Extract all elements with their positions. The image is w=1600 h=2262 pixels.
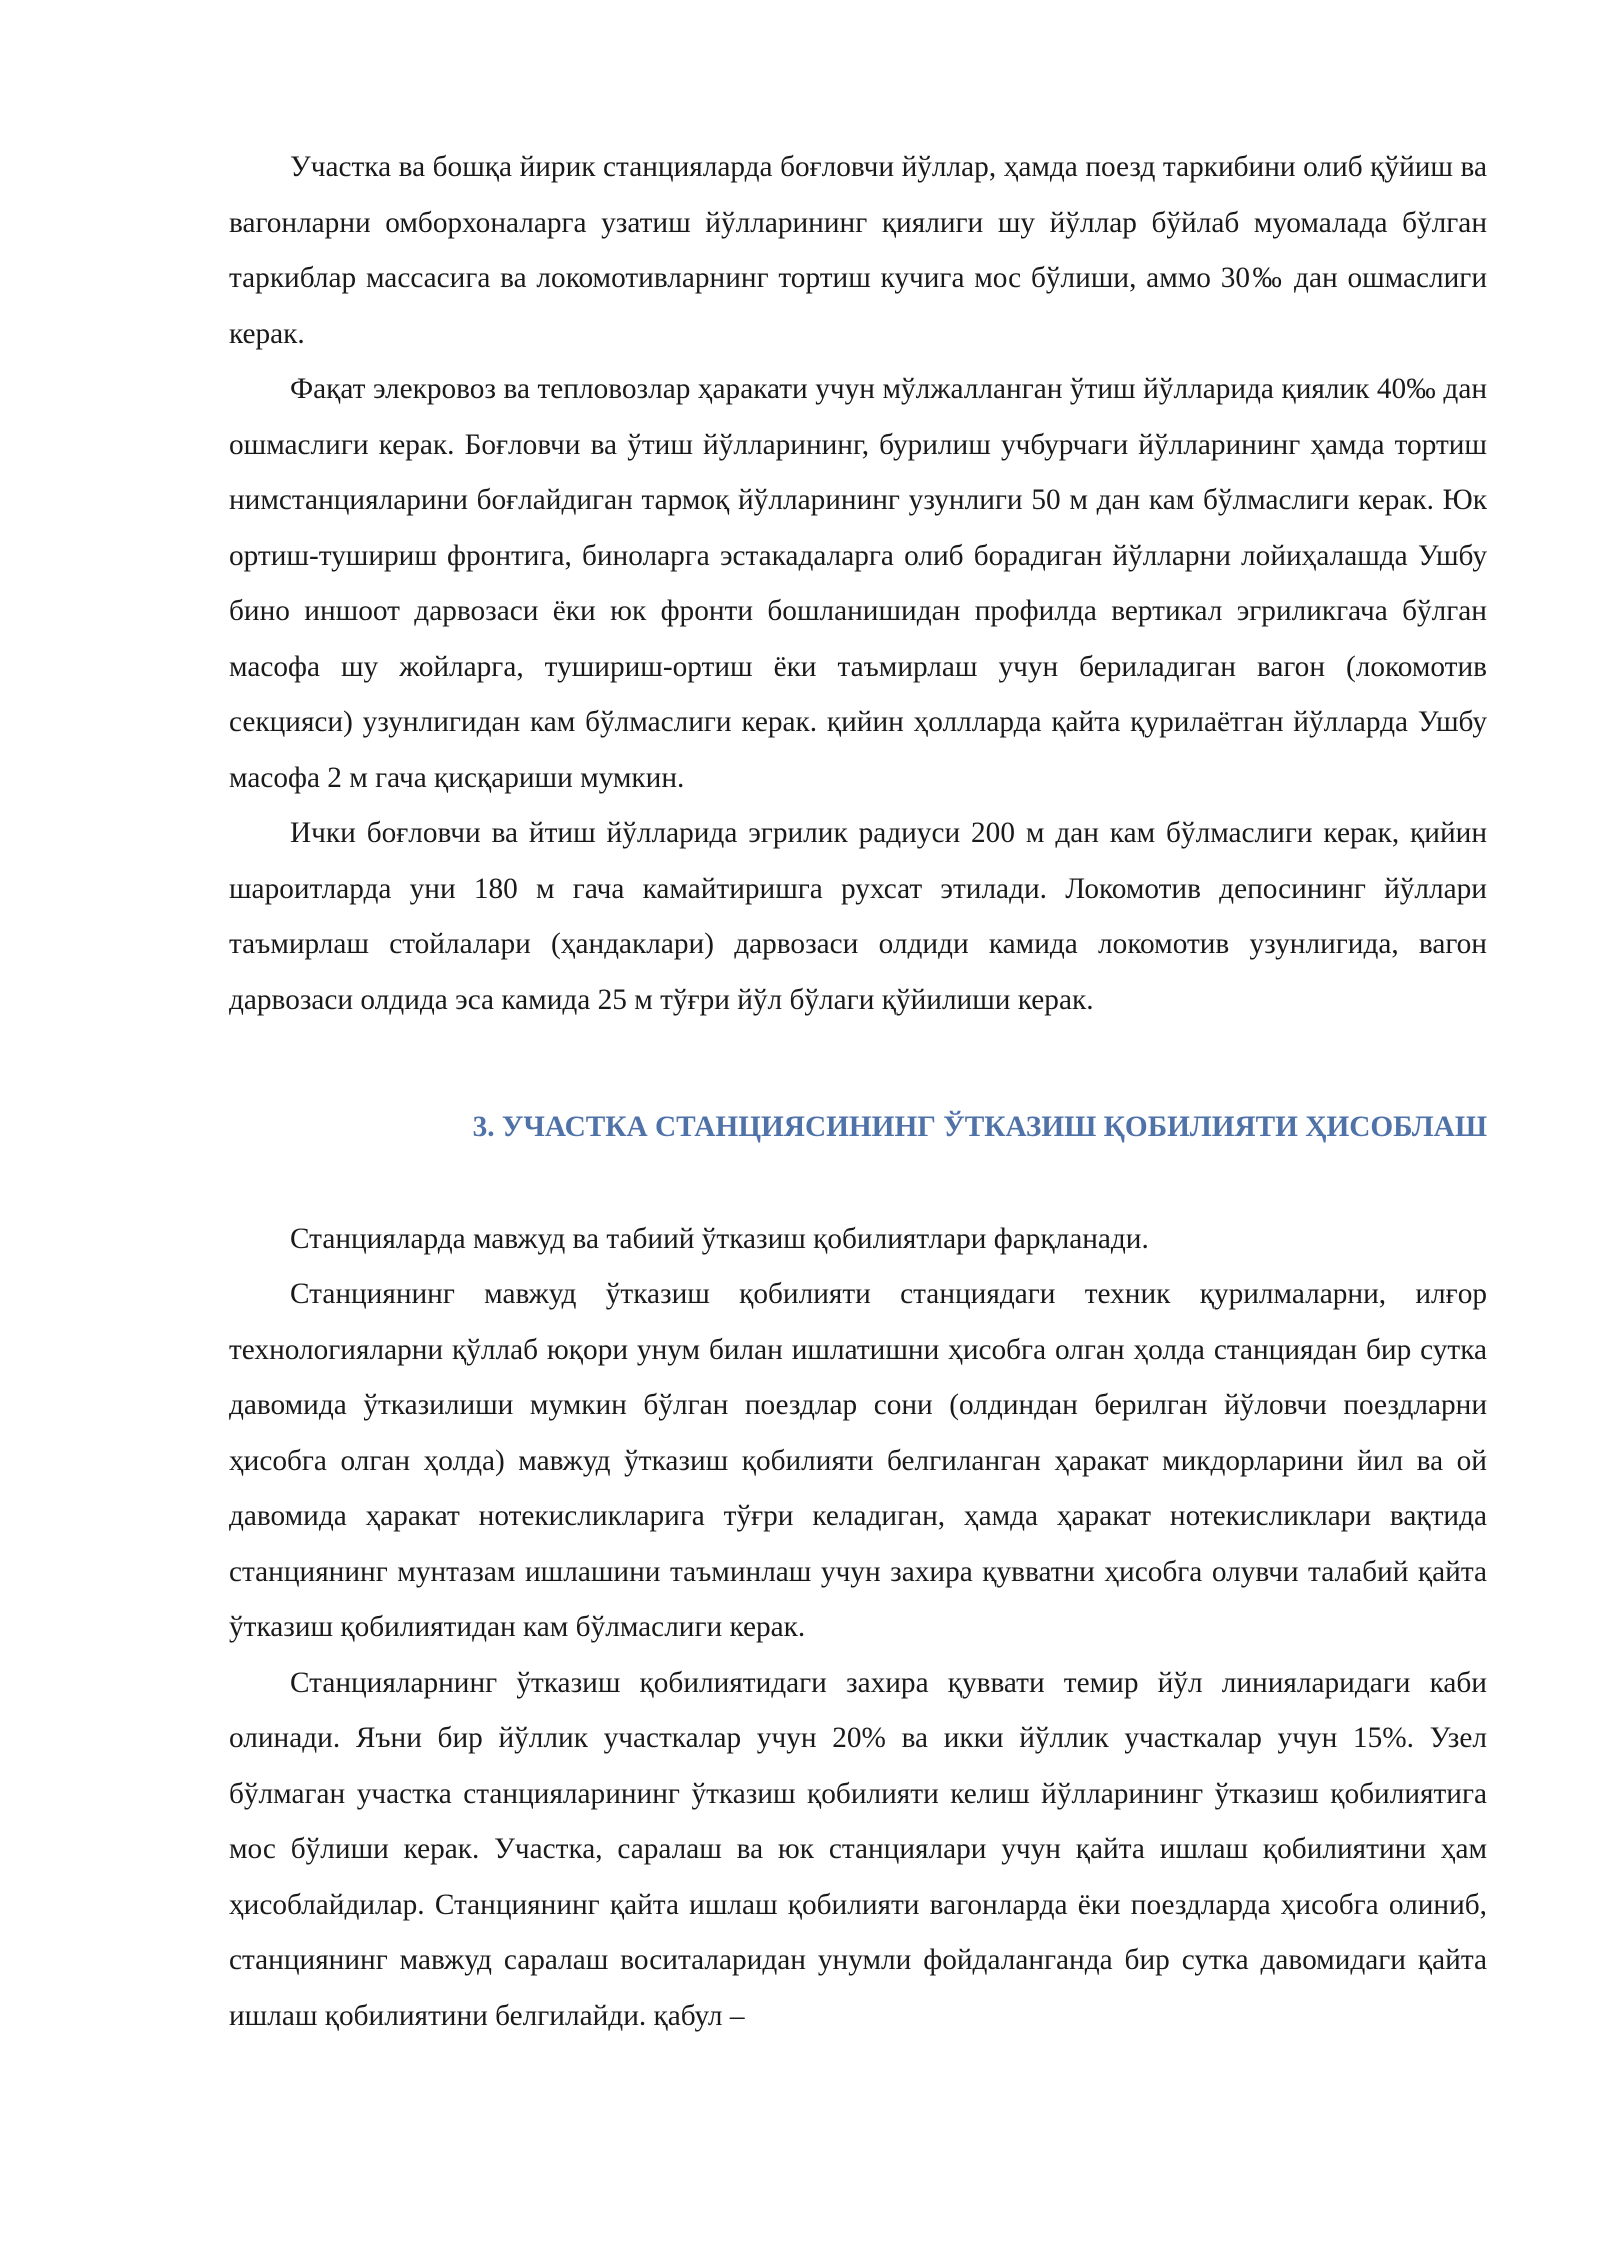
paragraph-transition-tracks: Фақат элекровоз ва тепловозлар ҳаракати учун мўлжалланган ўтиш йўлларида қиялик 40‰ дан ошмаслиги керак. Боғловчи ва ўтиш йўлларининг, бурилиш учбурчаги йўлларининг ҳамда тортиш нимстанцияларини боғлайдиган тармоқ йўлларининг узунлиги 50 м дан кам бўлмаслиги керак. Юк ортиш-тушириш фронтига, биноларга эстакадаларга олиб борадиган йўлларни лойиҳалашда Ушбу бино иншоот дарвозаси ёки юк фронти бошланишидан профилда вертикал эгриликгача бўлган масофа шу жойларга, тушириш-ортиш ёки таъмирлаш учун бериладиган вагон (локомотив секцияси) узунлигидан кам бўлмаслиги керак. қийин ҳоллларда қайта қурилаётган йўлларда Ушбу масофа 2 м гача қисқариши мумкин. — [229, 373, 1487, 794]
paragraph-reserve-capacity: Станцияларнинг ўтказиш қобилиятидаги захира қуввати темир йўл линияларидаги каби олинади. Яъни бир йўллик участкалар учун 20% ва икки йўллик участкалар учун 15%. Узел бўлмаган участка станцияларининг ўтказиш қобилияти келиш йўлларининг ўтказиш қобилиятига мос бўлиши керак. Участка, саралаш ва юк станциялари учун қайта ишлаш қобилиятини ҳам ҳисоблайдилар. Станциянинг қайта ишлаш қобилияти вагонларда ёки поездларда ҳисобга олиниб, станциянинг мавжуд саралаш воситаларидан унумли фойдаланганда бир сутка давомидаги қайта ишлаш қобилиятини белгилайди. қабул – — [229, 1666, 1487, 2032]
document-page — [229, 140, 1487, 2044]
section-heading: 3. УЧАСТКА СТАНЦИЯСИНИНГ ЎТКАЗИШ ҚОБИЛИЯТИ ҲИСОБЛАШ — [472, 1111, 1487, 1143]
paragraph-curve-radius: Ички боғловчи ва йтиш йўлларида эгрилик радиуси 200 м дан кам бўлмаслиги керак, қийин шароитларда уни 180 м гача камайтиришга рухсат этилади. Локомотив депосининг йўллари таъмирлаш стойлалари (ҳандаклари) дарвозаси олдиди камида локомотив узунлигида, вагон дарвозаси олдида эса камида 25 м тўғри йўл бўлаги қўйилиши керак. — [229, 817, 1487, 1016]
paragraph-existing-capacity: Станциянинг мавжуд ўтказиш қобилияти станциядаги техник қурилмаларни, илғор технологияларни қўллаб юқори унум билан ишлатишни ҳисобга олган ҳолда станциядан бир сутка давомида ўтказилиши мумкин бўлган поездлар сони (олдиндан берилган йўловчи поездларни ҳисобга олган ҳолда) мавжуд ўтказиш қобилияти белгиланган ҳаракат микдорларини йил ва ой давомида ҳаракат нотекисликларига тўғри келадиган, ҳамда ҳаракат нотекисликлари вақтида станциянинг мунтазам ишлашини таъминлаш учун захира қувватни ҳисобга олувчи талабий қайта ўтказиш қобилиятидан кам бўлмаслиги керак. — [229, 1278, 1487, 1643]
paragraph-slope-connecting-tracks: Участка ва бошқа йирик станцияларда боғловчи йўллар, ҳамда поезд таркибини олиб қўйиш ва вагонларни омборхоналарга узатиш йўлларининг қиялиги шу йўллар бўйлаб муомалада бўлган таркиблар массасига ва локомотивларнинг тортиш кучига мос бўлиши, аммо 30‰ дан ошмаслиги керак. — [229, 151, 1487, 350]
paragraph-capacity-types: Станцияларда мавжуд ва табиий ўтказиш қобилиятлари фарқланади. — [290, 1222, 1149, 1255]
